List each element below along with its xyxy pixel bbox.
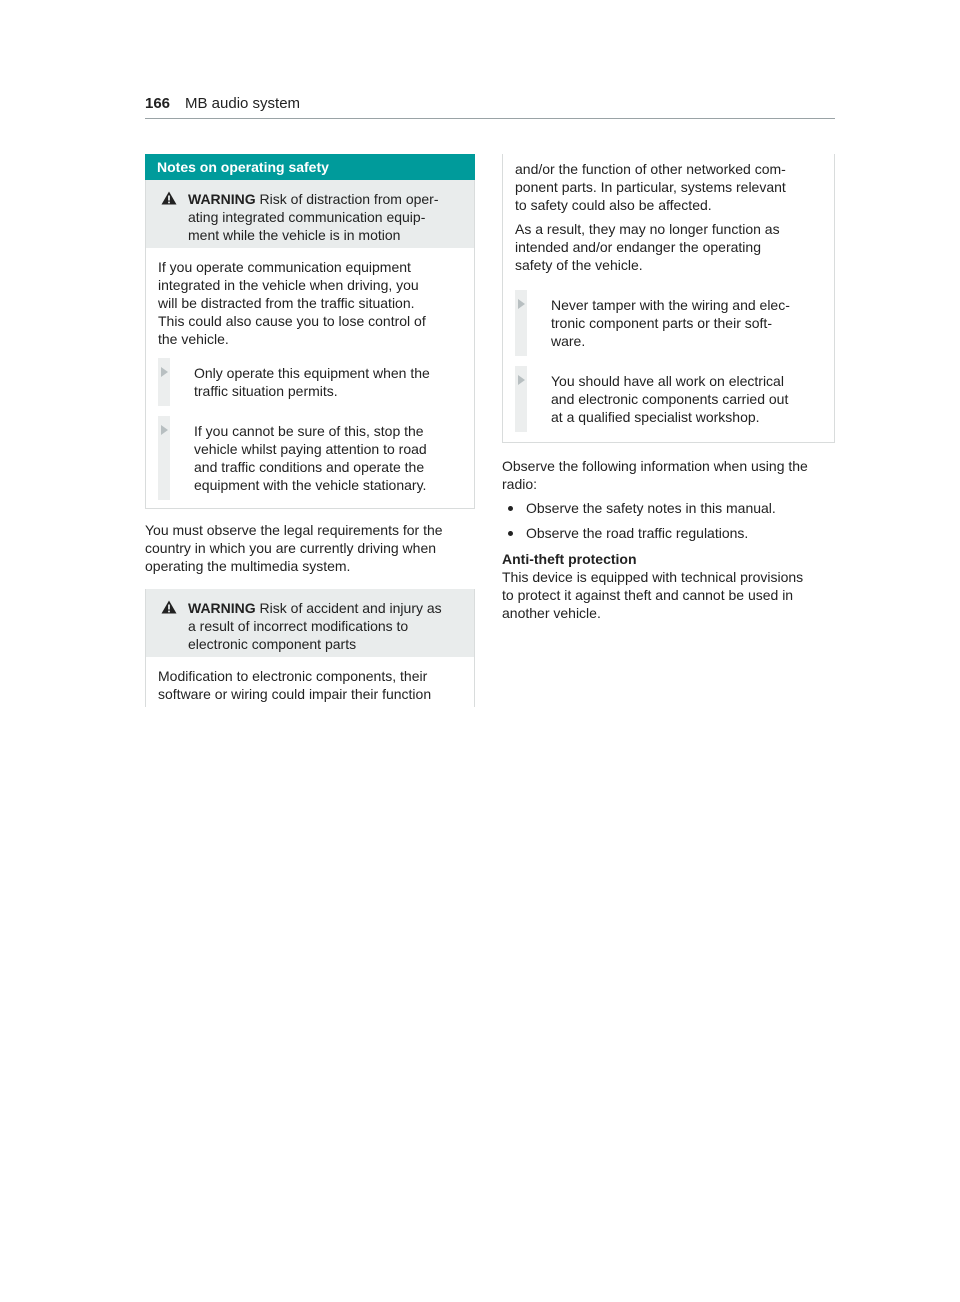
list-item: Observe the safety notes in this manual. (502, 499, 835, 517)
paragraph-line: You must observe the legal requirements for the (145, 522, 443, 538)
action-line: at a qualified specialist workshop. (551, 409, 760, 425)
body-line: ponent parts. In particular, systems relevant (515, 179, 786, 195)
paragraph-line: country in which you are currently driving when (145, 540, 437, 556)
body-line: This could also cause you to lose control of (158, 313, 426, 329)
warning-title-line: a result of incorrect modifications to (188, 618, 409, 634)
warning-box-distraction (145, 180, 475, 509)
warning-triangle-icon (161, 600, 177, 614)
anti-theft-heading: Anti-theft protection (502, 551, 637, 567)
warning-title-line: ating integrated communication equip- (188, 209, 426, 225)
action-line: traffic situation permits. (194, 383, 338, 399)
action-step (515, 296, 822, 350)
body-line: integrated in the vehicle when driving, you (158, 277, 419, 293)
warning-title: Risk of accident and injury as (255, 600, 442, 616)
body-line: As a result, they may no longer function as (515, 221, 780, 237)
paragraph-line: radio: (502, 476, 538, 492)
action-line: If you cannot be sure of this, stop the (194, 423, 424, 439)
warning-triangle-icon (161, 191, 177, 205)
body-line: intended and/or endanger the operating (515, 239, 761, 255)
action-line: Only operate this equipment when the (194, 365, 430, 381)
action-line: and electronic components carried out (551, 391, 789, 407)
action-arrow-icon (518, 375, 525, 385)
action-step (158, 364, 464, 400)
body-line: If you operate communication equipment (158, 259, 411, 275)
body-line: the vehicle. (158, 331, 229, 347)
warning-header (146, 589, 474, 657)
anti-theft-paragraph (502, 568, 835, 622)
right-column (502, 154, 835, 622)
warning-box-modification (145, 589, 475, 707)
action-line: tronic component parts or their soft- (551, 315, 772, 331)
action-line: Never tamper with the wiring and elec- (551, 297, 790, 313)
action-arrow-icon (161, 367, 168, 377)
list-item: Observe the road traffic regulations. (502, 524, 835, 542)
action-arrow-icon (161, 425, 168, 435)
page-header (145, 94, 835, 119)
page-number: 166 (145, 95, 171, 112)
paragraph-line: to protect it against theft and cannot be used in (502, 587, 794, 603)
body-line: safety of the vehicle. (515, 257, 643, 273)
action-step (515, 372, 822, 426)
action-line: vehicle whilst paying attention to road (194, 441, 427, 457)
running-title: MB audio system (185, 95, 301, 112)
body-line: software or wiring could impair their function (158, 686, 432, 702)
legal-paragraph (145, 521, 475, 575)
warning-title-line: ment while the vehicle is in motion (188, 227, 401, 243)
paragraph-line: Observe the following information when using the (502, 458, 808, 474)
action-arrow-icon (518, 299, 525, 309)
body-line: will be distracted from the traffic situation. (158, 295, 415, 311)
observe-paragraph (502, 457, 835, 493)
paragraph-line: This device is equipped with technical provisions (502, 569, 804, 585)
paragraph-line: another vehicle. (502, 605, 601, 621)
section-heading: Notes on operating safety (145, 154, 475, 180)
bullet-list (502, 499, 835, 542)
warning-header (146, 180, 474, 248)
action-line: ware. (551, 333, 586, 349)
warning-body (146, 248, 474, 508)
body-line: Modification to electronic components, their (158, 668, 428, 684)
warning-label: WARNING (188, 191, 256, 207)
body-line: and/or the function of other networked com- (515, 161, 786, 177)
left-column (145, 154, 475, 707)
warning-label: WARNING (188, 600, 256, 616)
warning-title-line: electronic component parts (188, 636, 357, 652)
paragraph-line: operating the multimedia system. (145, 558, 351, 574)
action-step (158, 422, 464, 494)
warning-title: Risk of distraction from oper- (255, 191, 439, 207)
warning-box-continued (502, 154, 835, 443)
action-line: You should have all work on electrical (551, 373, 784, 389)
warning-body (146, 657, 474, 707)
action-line: equipment with the vehicle stationary. (194, 477, 427, 493)
body-line: to safety could also be affected. (515, 197, 712, 213)
action-line: and traffic conditions and operate the (194, 459, 425, 475)
